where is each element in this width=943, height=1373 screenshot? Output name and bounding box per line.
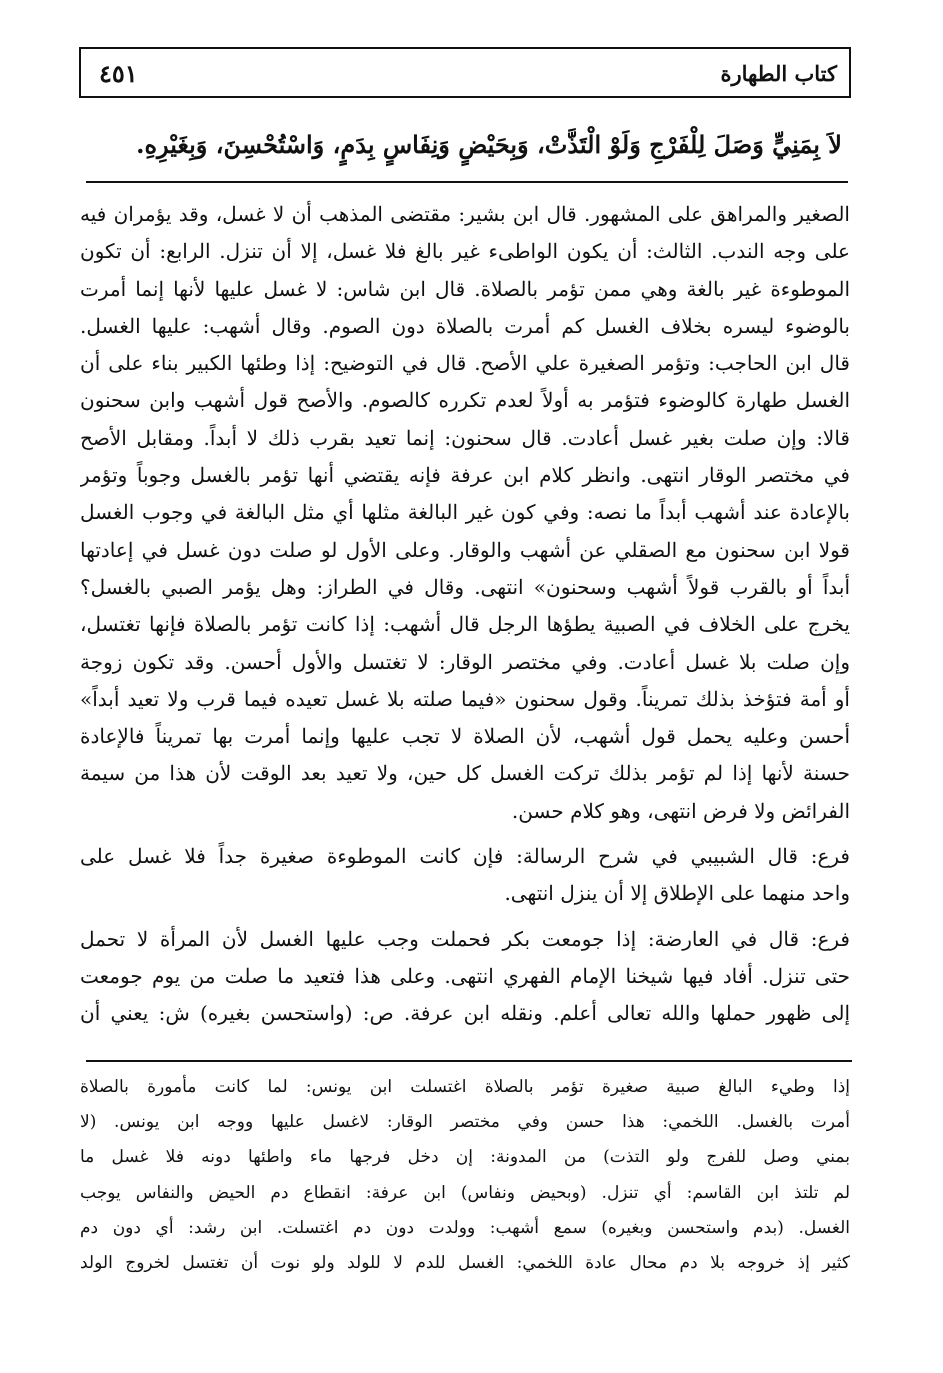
paragraph-gap <box>80 830 850 838</box>
branch-paragraph-line: فرع: قال في العارضة: إذا جومعت بكر فحملت وجب عليها الغسل لأن المرأة لا تحمل <box>80 926 850 951</box>
footnote-line: أمرت بالغسل. اللخمي: هذا حسن وفي مختصر الوقار: لاغسل عليها ووجه ابن يونس. (لا <box>80 1112 850 1133</box>
commentary-line: حسنة لأنها إذا لم تؤمر بذلك تركت الغسل كل حين، ولا تعيد بعد الوقت لأن هذا من سيمة <box>80 761 850 786</box>
page-number: ٤٥١ <box>99 59 138 88</box>
commentary-line: الفرائض ولا فرض انتهى، وهو كلام حسن. <box>511 798 850 823</box>
commentary-line: بالوضوء ليسره بخلاف الغسل كم أمرت بالصلاة دون الصوم. وقال أشهب: عليها الغسل. <box>80 313 850 338</box>
paragraph-gap <box>80 913 850 921</box>
footnote-line: كثير إذ خروجه بلا دم محال عادة اللخمي: الغسل للدم لا للولد ولو نوت أن تغتسل لخروج الولد <box>80 1252 850 1273</box>
footnote-line: إذا وطيء البالغ صبية صغيرة تؤمر بالصلاة اغتسلت ابن يونس: لما كانت مأمورة بالصلاة <box>80 1077 850 1097</box>
matn-separator <box>86 181 848 183</box>
commentary-line: أبداً أو بالقرب قولاً أشهب وسحنون» انتهى. وقال في الطراز: وهل يؤمر الصبي بالغسل؟ <box>80 574 850 599</box>
commentary-line: الصغير والمراهق على المشهور. قال ابن بشير: مقتضى المذهب أن لا غسل، وقد يؤمران فيه <box>80 202 850 226</box>
commentary-line: الغسل طهارة كالوضوء فتؤمر به أولاً لعدم تكرره كالصوم. والأصح قول أشهب وابن سحنون <box>80 388 850 413</box>
footnote-line: بمني وصل للفرج ولو التذت) من المدونة: إن دخل فرجها ماء واطئها دونه فلا غسل ما <box>80 1147 850 1168</box>
branch-paragraph-line: حتى تنزل. أفاد فيها شيخنا الإمام الفهري انتهى. وعلى هذا فتعيد ما صلت من يوم جومعت <box>80 963 850 988</box>
commentary-line: الموطوءة غير بالغة وهي ممن تؤمر بالصلاة. قال ابن شاس: لا غسل عليها لأنها إنما أمرت <box>80 276 850 301</box>
commentary-line: أو أمة فتؤخذ بذلك تمريناً. وقول سحنون «فيما صلته بلا غسل تعيده فيما قرب ولا تعيد أبداً» <box>80 686 850 711</box>
page-header <box>79 47 851 98</box>
branch-paragraph-line: إلى ظهور حملها والله تعالى أعلم. ونقله ابن عرفة. ص: (واستحسن بغيره) ش: يعني أن <box>80 1001 850 1026</box>
footnote-line: لم تلتذ ابن القاسم: أي تنزل. (وبحيض ونفاس) ابن عرفة: انقطاع دم الحيض والنفاس يوجب <box>80 1182 850 1203</box>
commentary-line: أحسن وعليه يحمل قول أشهب، لأن الصلاة لا تجب عليها وإنما أمرت بها تمريناً فالإعادة <box>80 724 850 749</box>
commentary-line: قالا: وإن صلت بغير غسل أعادت. قال سحنون: إنما تعيد بقرب ذلك لا أبداً. ومقابل الأصح <box>80 425 850 450</box>
commentary-line: على وجه الندب. الثالث: أن يكون الواطىء غير بالغ فلا غسل، إلا أن تنزل. الرابع: أن تكون <box>80 239 850 264</box>
commentary-body <box>80 196 850 1033</box>
branch-paragraph-line: فرع: قال الشبيبي في شرح الرسالة: فإن كانت الموطوءة صغيرة جداً فلا غسل على <box>80 844 850 869</box>
matn-text: لاَ بِمَنِيٍّ وَصَلَ لِلْفَرْجِ وَلَوْ الْتَذَّتْ، وَبِحَيْضٍ وَنِفَاسٍ بِدَمٍ، وَاسْتُحْسِنَ، وَبِغَيْرِهِ. <box>136 130 842 159</box>
commentary-line: وإن صلت بلا غسل أعادت. وفي مختصر الوقار: لا تغتسل والأول أحسن. وقد تكون زوجة <box>80 649 850 674</box>
branch-paragraph-line: واحد منهما على الإطلاق إلا أن ينزل انتهى. <box>504 881 850 906</box>
commentary-line: قولا ابن سحنون مع الصقلي عن أشهب والوقار. وعلى الأول لو صلت دون غسل في إعادتها <box>80 537 850 562</box>
commentary-line: بالإعادة عند أشهب أبداً ما نصه: وفي كون غير البالغة مثلها أي مثل البالغة في وجوب الغسل <box>80 500 850 525</box>
commentary-line: يخرج على الخلاف في الصبية يطؤها الرجل قال أشهب: إذا كانت تؤمر بالصلاة فإنها تغتسل، <box>80 612 850 637</box>
chapter-title: كتاب الطهارة <box>720 61 837 86</box>
footnote-block <box>80 1070 850 1281</box>
footnote-line: الغسل. (بدم واستحسن وبغيره) سمع أشهب: وولدت دون دم اغتسلت. ابن رشد: أي دون دم <box>80 1217 850 1238</box>
commentary-line: قال ابن الحاجب: وتؤمر الصغيرة علي الأصح. قال في التوضيح: إذا وطئها الكبير بناء على أن <box>80 351 850 376</box>
commentary-line: في مختصر الوقار انتهى. وانظر كلام ابن عرفة فإنه يقتضي أنها تؤمر بالغسل وجوباً وتؤمر <box>80 463 850 488</box>
footnote-separator <box>86 1060 852 1062</box>
